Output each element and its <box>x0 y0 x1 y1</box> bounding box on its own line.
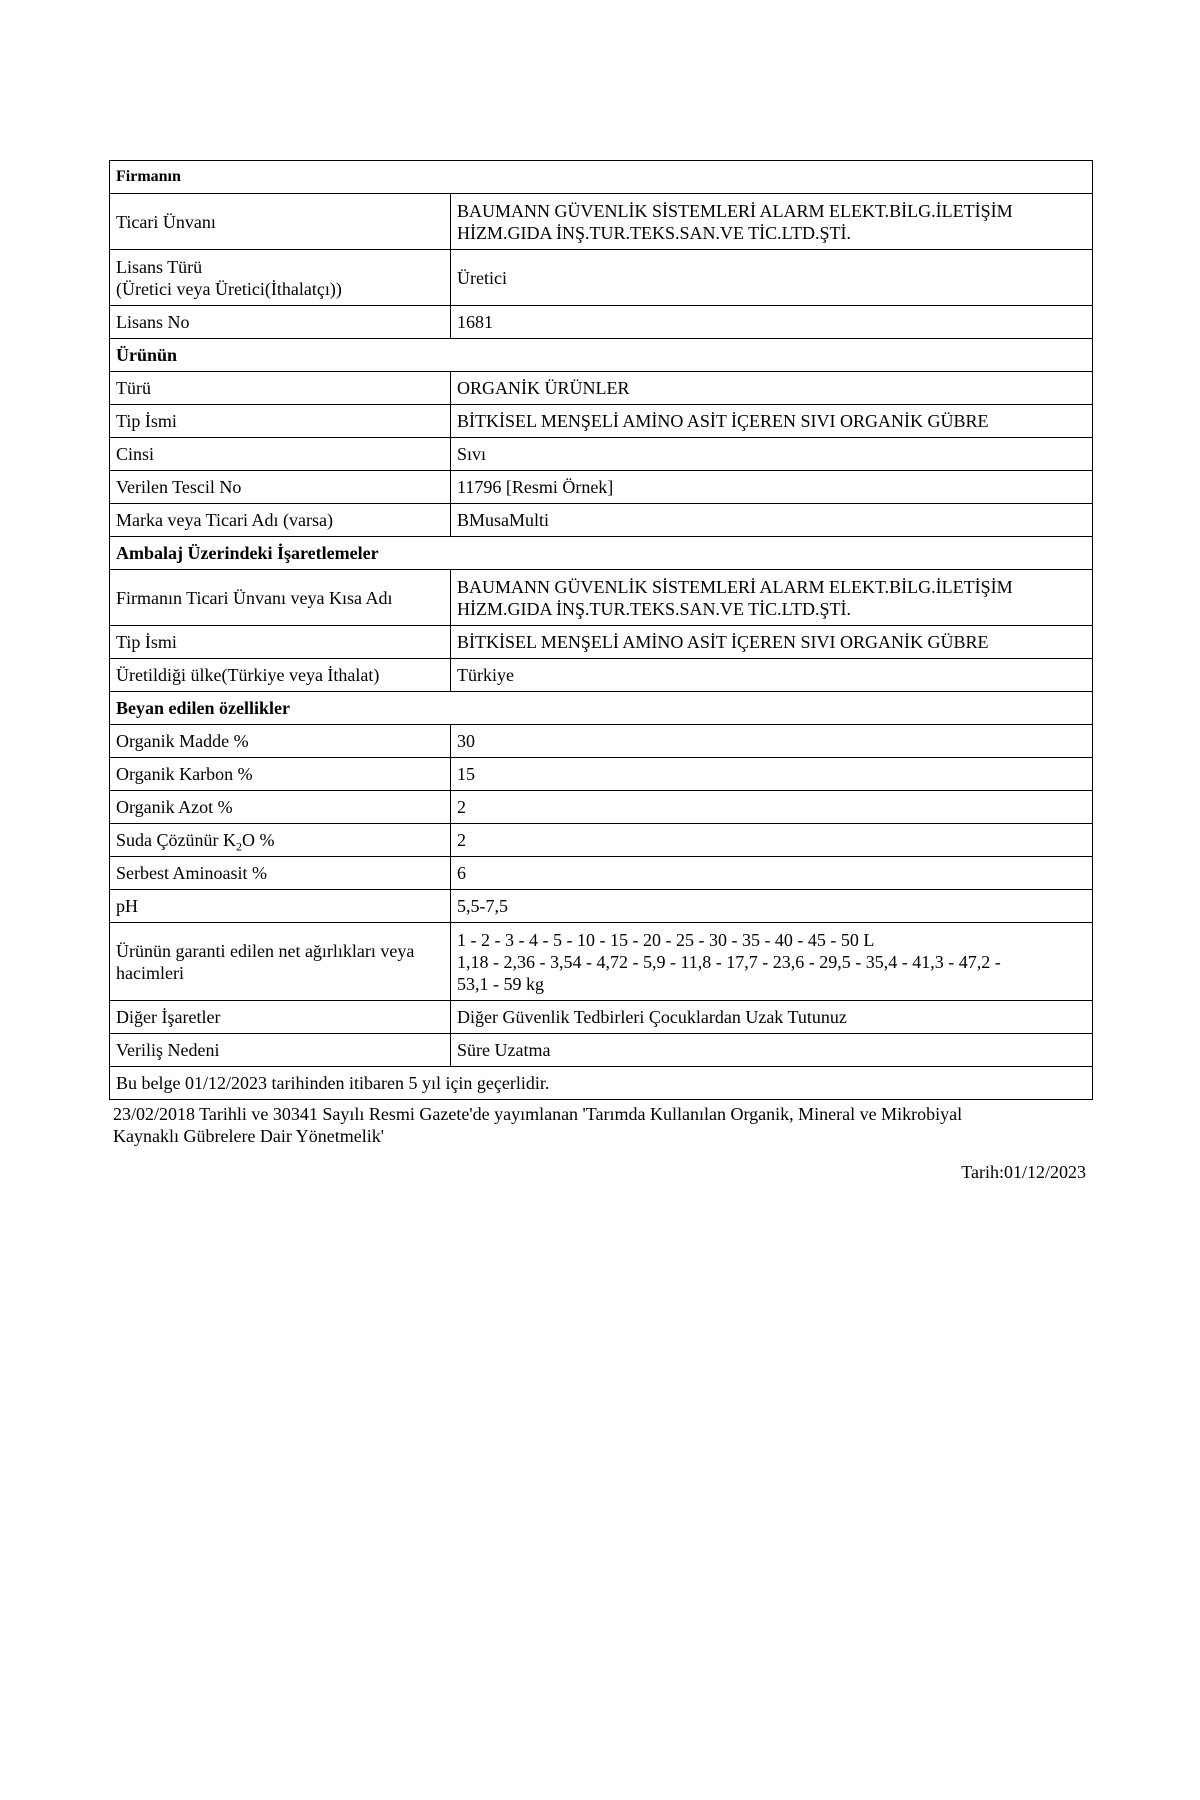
label-trade-name: Ticari Ünvanı <box>110 194 451 250</box>
value-origin-country: Türkiye <box>451 659 1093 692</box>
value-organic-matter: 30 <box>451 725 1093 758</box>
row-packaging-firm-name <box>110 570 1093 626</box>
label-other-markings: Diğer İşaretler <box>110 1001 451 1034</box>
label-k2o-prefix: Suda Çözünür K <box>116 830 236 850</box>
row-organic-carbon <box>110 758 1093 791</box>
row-organic-matter <box>110 725 1093 758</box>
row-brand <box>110 504 1093 537</box>
regulation-line2: Kaynaklı Gübrelere Dair Yönetmelik' <box>113 1126 384 1146</box>
section-title-firm: Firmanın <box>110 161 1093 194</box>
label-license-type-line2: (Üretici veya Üretici(İthalatçı)) <box>116 278 342 299</box>
row-other-markings <box>110 1001 1093 1034</box>
label-license-type-line1: Lisans Türü <box>116 256 203 277</box>
value-free-amino-acid: 6 <box>451 857 1093 890</box>
label-net-quantities <box>110 923 451 1001</box>
value-license-type: Üretici <box>451 250 1093 306</box>
label-registration-no: Verilen Tescil No <box>110 471 451 504</box>
section-title-declared: Beyan edilen özellikler <box>110 692 1093 725</box>
label-packaging-type-name: Tip İsmi <box>110 626 451 659</box>
value-trade-name-line1: BAUMANN GÜVENLİK SİSTEMLERİ ALARM ELEKT.BİLG.İLETİŞİM <box>457 200 1013 221</box>
row-packaging-type-name <box>110 626 1093 659</box>
label-organic-carbon: Organik Karbon % <box>110 758 451 791</box>
label-water-soluble-k2o <box>110 824 451 857</box>
regulation-line1: 23/02/2018 Tarihli ve 30341 Sayılı Resmi Gazete'de yayımlanan 'Tarımda Kullanılan Organik, Mineral ve Mikrobiyal <box>113 1104 963 1124</box>
row-registration-no <box>110 471 1093 504</box>
row-license-type <box>110 250 1093 306</box>
label-k2o-subscript: 2 <box>236 839 242 854</box>
row-license-no <box>110 306 1093 339</box>
document-date: Tarih:01/12/2023 <box>961 1162 1086 1182</box>
label-product-type-name: Tip İsmi <box>110 405 451 438</box>
row-product-kind <box>110 438 1093 471</box>
value-trade-name <box>451 194 1093 250</box>
value-license-no: 1681 <box>451 306 1093 339</box>
value-registration-no: 11796 [Resmi Örnek] <box>451 471 1093 504</box>
value-packaging-firm-name <box>451 570 1093 626</box>
row-product-type <box>110 372 1093 405</box>
row-organic-nitrogen <box>110 791 1093 824</box>
regulation-reference <box>109 1103 1073 1147</box>
value-product-kind: Sıvı <box>451 438 1093 471</box>
value-brand: BMusaMulti <box>451 504 1093 537</box>
label-product-kind: Cinsi <box>110 438 451 471</box>
section-row-packaging <box>110 537 1093 570</box>
label-net-quantities-line2: hacimleri <box>116 962 184 983</box>
value-trade-name-line2: HİZM.GIDA İNŞ.TUR.TEKS.SAN.VE TİC.LTD.ŞTİ. <box>457 222 852 243</box>
row-issue-reason <box>110 1034 1093 1067</box>
validity-note: Bu belge 01/12/2023 tarihinden itibaren 5 yıl için geçerlidir. <box>110 1067 1093 1100</box>
section-title-product: Ürünün <box>110 339 1093 372</box>
value-organic-carbon: 15 <box>451 758 1093 791</box>
value-net-quantities-line1: 1 - 2 - 3 - 4 - 5 - 10 - 15 - 20 - 25 - 30 - 35 - 40 - 45 - 50 L <box>457 929 875 950</box>
row-water-soluble-k2o <box>110 824 1093 857</box>
label-license-no: Lisans No <box>110 306 451 339</box>
row-ph <box>110 890 1093 923</box>
certificate-document <box>109 160 1092 1183</box>
value-net-quantities <box>451 923 1093 1001</box>
label-net-quantities-line1: Ürünün garanti edilen net ağırlıkları veya <box>116 940 415 961</box>
value-water-soluble-k2o: 2 <box>451 824 1093 857</box>
row-net-quantities <box>110 923 1093 1001</box>
value-product-type: ORGANİK ÜRÜNLER <box>451 372 1093 405</box>
section-row-product <box>110 339 1093 372</box>
row-free-amino-acid <box>110 857 1093 890</box>
value-net-quantities-line3: 53,1 - 59 kg <box>457 973 544 994</box>
section-row-declared <box>110 692 1093 725</box>
label-brand: Marka veya Ticari Adı (varsa) <box>110 504 451 537</box>
certificate-table <box>109 160 1093 1100</box>
value-packaging-firm-name-line1: BAUMANN GÜVENLİK SİSTEMLERİ ALARM ELEKT.BİLG.İLETİŞİM <box>457 576 1013 597</box>
label-ph: pH <box>110 890 451 923</box>
value-net-quantities-line2: 1,18 - 2,36 - 3,54 - 4,72 - 5,9 - 11,8 - 17,7 - 23,6 - 29,5 - 35,4 - 41,3 - 47,2 - <box>457 951 1001 972</box>
label-free-amino-acid: Serbest Aminoasit % <box>110 857 451 890</box>
value-other-markings: Diğer Güvenlik Tedbirleri Çocuklardan Uzak Tutunuz <box>451 1001 1093 1034</box>
row-origin-country <box>110 659 1093 692</box>
label-license-type <box>110 250 451 306</box>
row-validity-note <box>110 1067 1093 1100</box>
row-trade-name <box>110 194 1093 250</box>
label-origin-country: Üretildiği ülke(Türkiye veya İthalat) <box>110 659 451 692</box>
label-packaging-firm-name: Firmanın Ticari Ünvanı veya Kısa Adı <box>110 570 451 626</box>
row-product-type-name <box>110 405 1093 438</box>
value-ph: 5,5-7,5 <box>451 890 1093 923</box>
section-title-packaging: Ambalaj Üzerindeki İşaretlemeler <box>110 537 1093 570</box>
label-organic-matter: Organik Madde % <box>110 725 451 758</box>
value-product-type-name: BİTKİSEL MENŞELİ AMİNO ASİT İÇEREN SIVI ORGANİK GÜBRE <box>451 405 1093 438</box>
value-organic-nitrogen: 2 <box>451 791 1093 824</box>
section-row-firm <box>110 161 1093 194</box>
value-packaging-type-name: BİTKİSEL MENŞELİ AMİNO ASİT İÇEREN SIVI ORGANİK GÜBRE <box>451 626 1093 659</box>
value-packaging-firm-name-line2: HİZM.GIDA İNŞ.TUR.TEKS.SAN.VE TİC.LTD.ŞTİ. <box>457 598 852 619</box>
label-product-type: Türü <box>110 372 451 405</box>
label-issue-reason: Veriliş Nedeni <box>110 1034 451 1067</box>
label-organic-nitrogen: Organik Azot % <box>110 791 451 824</box>
label-k2o-suffix: O % <box>242 830 275 850</box>
value-issue-reason: Süre Uzatma <box>451 1034 1093 1067</box>
